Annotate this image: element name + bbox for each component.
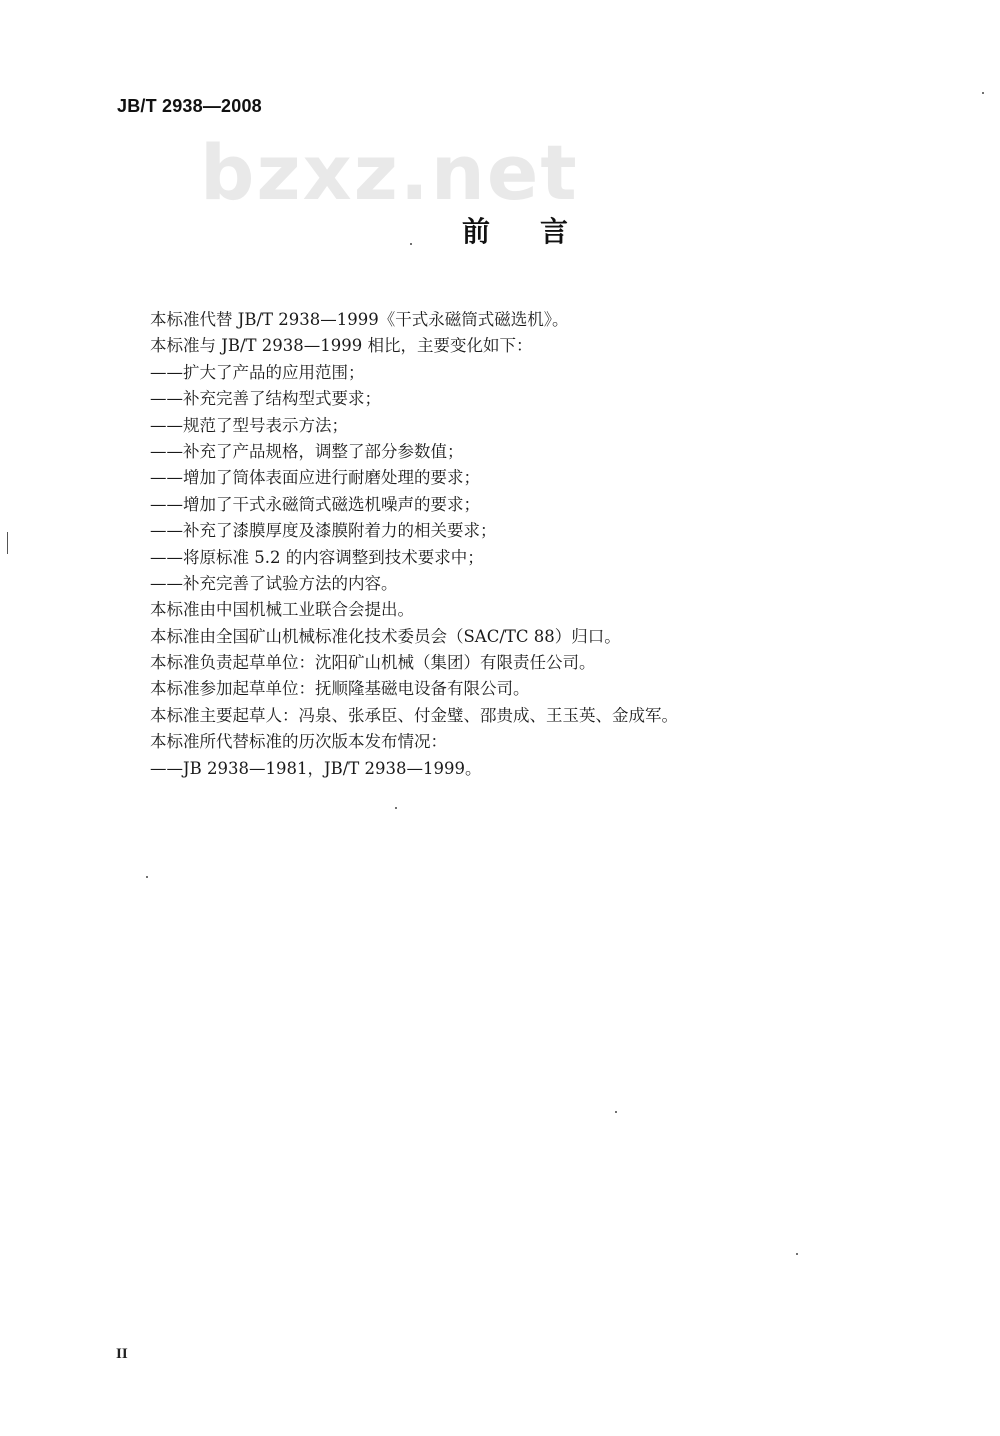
scan-speck — [615, 1111, 617, 1113]
scan-speck — [146, 876, 148, 878]
paragraph-proposer: 本标准由中国机械工业联合会提出。 — [150, 600, 414, 620]
paragraph-previous-editions: 本标准所代替标准的历次版本发布情况： — [150, 732, 447, 752]
scan-edge-mark — [7, 532, 8, 554]
watermark: bzxz.net — [200, 128, 579, 217]
scan-speck — [410, 243, 412, 245]
change-item: ——增加了筒体表面应进行耐磨处理的要求； — [150, 468, 480, 488]
paragraph-committee: 本标准由全国矿山机械标准化技术委员会（SAC/TC 88）归口。 — [150, 626, 621, 646]
change-item: ——补充了漆膜厚度及漆膜附着力的相关要求； — [150, 521, 497, 541]
change-item: ——将原标准 5.2 的内容调整到技术要求中； — [150, 547, 484, 567]
change-item: ——增加了干式永磁筒式磁选机噪声的要求； — [150, 494, 480, 514]
paragraph-main-drafters: 本标准主要起草人：冯泉、张承臣、付金璧、邵贵成、王玉英、金成军。 — [150, 705, 678, 725]
paragraph-lead-drafter: 本标准负责起草单位：沈阳矿山机械（集团）有限责任公司。 — [150, 653, 596, 673]
standard-code: JB/T 2938—2008 — [117, 96, 262, 116]
paragraph-replaces: 本标准代替 JB/T 2938—1999《干式永磁筒式磁选机》。 — [150, 310, 569, 329]
change-item: ——补充完善了试验方法的内容。 — [150, 573, 398, 593]
change-item: ——补充完善了结构型式要求； — [150, 389, 381, 409]
change-item: ——扩大了产品的应用范围； — [150, 362, 365, 382]
foreword-body — [150, 307, 870, 782]
change-item: ——规范了型号表示方法； — [150, 415, 348, 435]
page-title: 前言 — [462, 215, 619, 248]
previous-edition-item: ——JB 2938—1981，JB/T 2938—1999。 — [150, 758, 482, 778]
scan-speck — [982, 92, 984, 94]
paragraph-changes-intro: 本标准与 JB/T 2938—1999 相比，主要变化如下： — [150, 336, 533, 356]
scan-speck — [796, 1253, 798, 1255]
paragraph-participating-drafter: 本标准参加起草单位：抚顺隆基磁电设备有限公司。 — [150, 679, 530, 699]
scan-speck — [395, 807, 397, 809]
page-number: II — [116, 1346, 128, 1362]
change-item: ——补充了产品规格，调整了部分参数值； — [150, 441, 464, 461]
